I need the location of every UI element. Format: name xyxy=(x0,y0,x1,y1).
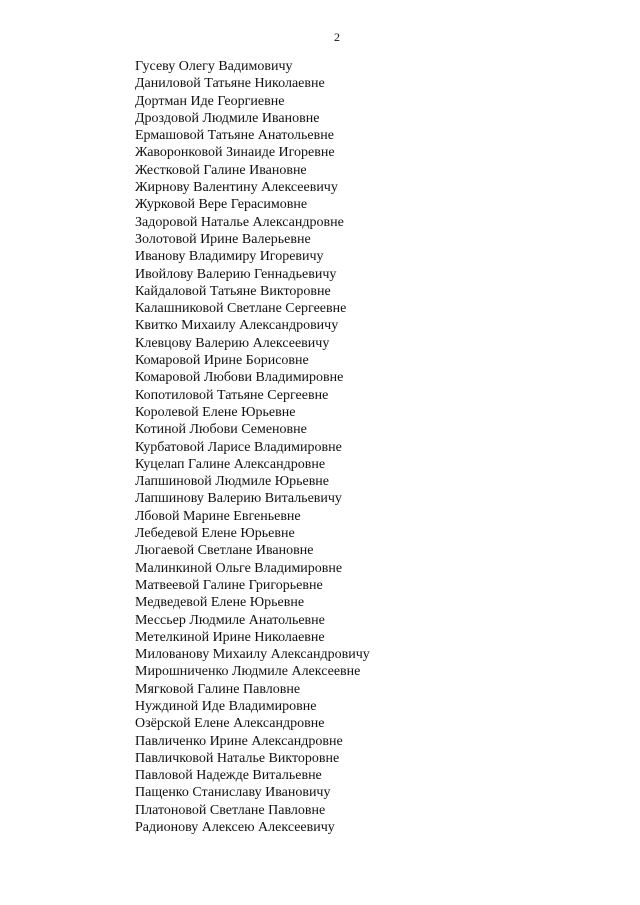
list-item: Котиной Любови Семеновне xyxy=(135,422,307,438)
list-item: Радионову Алексею Алексеевичу xyxy=(135,820,335,836)
list-item: Золотовой Ирине Валерьевне xyxy=(135,231,311,247)
list-item: Медведевой Елене Юрьевне xyxy=(135,595,305,611)
list-item: Метелкиной Ирине Николаевне xyxy=(135,629,325,645)
list-item: Милованову Михаилу Александровичу xyxy=(135,647,370,663)
list-item: Журковой Вере Герасимовне xyxy=(135,197,308,213)
list-item: Ермашовой Татьяне Анатольевне xyxy=(135,128,334,144)
list-item: Даниловой Татьяне Николаевне xyxy=(135,76,325,92)
list-item: Лапшинову Валерию Витальевичу xyxy=(135,491,342,507)
name-list xyxy=(135,58,370,836)
list-item: Гусеву Олегу Вадимовичу xyxy=(135,59,293,74)
list-item: Комаровой Любови Владимировне xyxy=(135,370,344,386)
list-item: Жестковой Галине Ивановне xyxy=(135,162,307,178)
list-item: Павловой Надежде Витальевне xyxy=(135,768,322,784)
list-item: Комаровой Ирине Борисовне xyxy=(135,353,309,369)
list-item: Курбатовой Ларисе Владимировне xyxy=(135,439,342,455)
list-item: Калашниковой Светлане Сергеевне xyxy=(135,301,347,317)
list-item: Лбовой Марине Евгеньевне xyxy=(135,508,301,524)
list-item: Люгаевой Светлане Ивановне xyxy=(135,543,314,559)
list-item: Лапшиновой Людмиле Юрьевне xyxy=(135,474,330,490)
list-item: Павличковой Наталье Викторовне xyxy=(135,750,340,766)
list-item: Пащенко Станиславу Ивановичу xyxy=(135,785,331,801)
list-item: Квитко Михаилу Александровичу xyxy=(135,318,339,334)
list-item: Королевой Елене Юрьевне xyxy=(135,404,296,420)
list-item: Нуждиной Иде Владимировне xyxy=(135,698,317,714)
list-item: Жирнову Валентину Алексеевичу xyxy=(135,180,338,196)
list-item: Озёрской Елене Александровне xyxy=(135,716,325,732)
list-item: Мессьер Людмиле Анатольевне xyxy=(135,612,325,628)
list-item: Дроздовой Людмиле Ивановне xyxy=(135,110,320,126)
page-number: 2 xyxy=(334,30,340,44)
list-item: Ивойлову Валерию Геннадьевичу xyxy=(135,266,337,282)
list-item: Платоновой Светлане Павловне xyxy=(135,802,326,818)
list-item: Кайдаловой Татьяне Викторовне xyxy=(135,283,331,299)
list-item: Куцелап Галине Александровне xyxy=(135,456,326,472)
list-item: Павличенко Ирине Александровне xyxy=(135,733,343,749)
list-item: Копотиловой Татьяне Сергеевне xyxy=(135,387,329,403)
list-item: Лебедевой Елене Юрьевне xyxy=(135,526,295,542)
list-item: Мягковой Галине Павловне xyxy=(135,681,301,697)
list-item: Клевцову Валерию Алексеевичу xyxy=(135,335,330,351)
list-item: Жаворонковой Зинаиде Игоревне xyxy=(135,145,335,161)
list-item: Иванову Владимиру Игоревичу xyxy=(135,249,324,265)
list-item: Дортман Иде Георгиевне xyxy=(135,93,285,109)
list-item: Задоровой Наталье Александровне xyxy=(135,214,344,230)
list-item: Мирошниченко Людмиле Алексеевне xyxy=(135,664,361,680)
list-item: Матвеевой Галине Григорьевне xyxy=(135,577,323,593)
list-item: Малинкиной Ольге Владимировне xyxy=(135,560,343,576)
